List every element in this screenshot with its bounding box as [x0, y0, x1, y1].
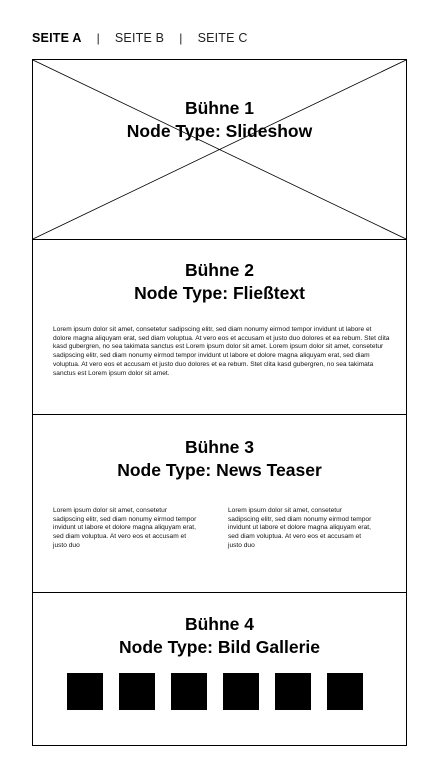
image-placeholder-icon	[33, 60, 406, 239]
gallery-thumbnail[interactable]	[67, 673, 103, 710]
stage-title: Bühne 2	[184, 260, 255, 280]
stage-heading	[33, 436, 406, 482]
stage-node-type: Node Type: Fließtext	[134, 283, 305, 303]
stage-heading	[33, 97, 406, 143]
gallery-thumbnails	[67, 673, 363, 710]
stage-node-type: Node Type: Slideshow	[126, 121, 313, 141]
gallery-thumbnail[interactable]	[171, 673, 207, 710]
stage-node-type: Node Type: News Teaser	[117, 460, 322, 480]
stage-slideshow[interactable]	[33, 60, 406, 240]
news-teaser-item[interactable]: Lorem ipsum dolor sit amet, consetetur sadipscing elitr, sed diam nonumy eirmod tempor invidunt ut labore et dolore magna aliquyam erat, sed diam voluptua. At vero eos et accusam et justo duo	[228, 507, 372, 549]
stage-title: Bühne 1	[184, 98, 255, 118]
stage-fliesstext	[33, 240, 406, 415]
gallery-thumbnail[interactable]	[275, 673, 311, 710]
page-wireframe	[32, 59, 407, 746]
body-text: Lorem ipsum dolor sit amet, consetetur sadipscing elitr, sed diam nonumy eirmod tempor invidunt ut labore et dolore magna aliquyam erat, sed diam voluptua. At vero eos et accusam et justo duo dolores et ea rebum. Stet clita kasd gubergren, no sea takimata sanctus est Lorem ipsum dolor sit amet. Lorem ipsum dolor sit amet, consetetur sadipscing elitr, sed diam nonumy eirmod tempor invidunt ut labore et dolore magna aliquyam erat, sed diam voluptua. At vero eos et accusam et justo duo dolores et ea rebum. Stet clita kasd gubergren, no sea takimata sanctus est Lorem ipsum dolor sit amet.	[53, 326, 390, 377]
stage-news-teaser	[33, 415, 406, 593]
nav-link-seite-a[interactable]: SEITE A	[32, 31, 82, 45]
top-navigation	[32, 29, 248, 47]
nav-link-seite-b[interactable]: SEITE B	[114, 31, 165, 45]
gallery-thumbnail[interactable]	[327, 673, 363, 710]
nav-link-seite-c[interactable]: SEITE C	[197, 31, 248, 45]
gallery-thumbnail[interactable]	[223, 673, 259, 710]
news-teaser-item[interactable]: Lorem ipsum dolor sit amet, consetetur sadipscing elitr, sed diam nonumy eirmod tempor invidunt ut labore et dolore magna aliquyam erat, sed diam voluptua. At vero eos et accusam et justo duo	[53, 507, 197, 549]
nav-separator: |	[179, 31, 183, 45]
stage-title: Bühne 4	[184, 614, 255, 634]
stage-heading	[33, 613, 406, 659]
stage-node-type: Node Type: Bild Gallerie	[119, 637, 320, 657]
stage-title: Bühne 3	[184, 437, 255, 457]
stage-heading	[33, 259, 406, 305]
nav-separator: |	[96, 31, 100, 45]
stage-bild-gallerie	[33, 593, 406, 745]
gallery-thumbnail[interactable]	[119, 673, 155, 710]
